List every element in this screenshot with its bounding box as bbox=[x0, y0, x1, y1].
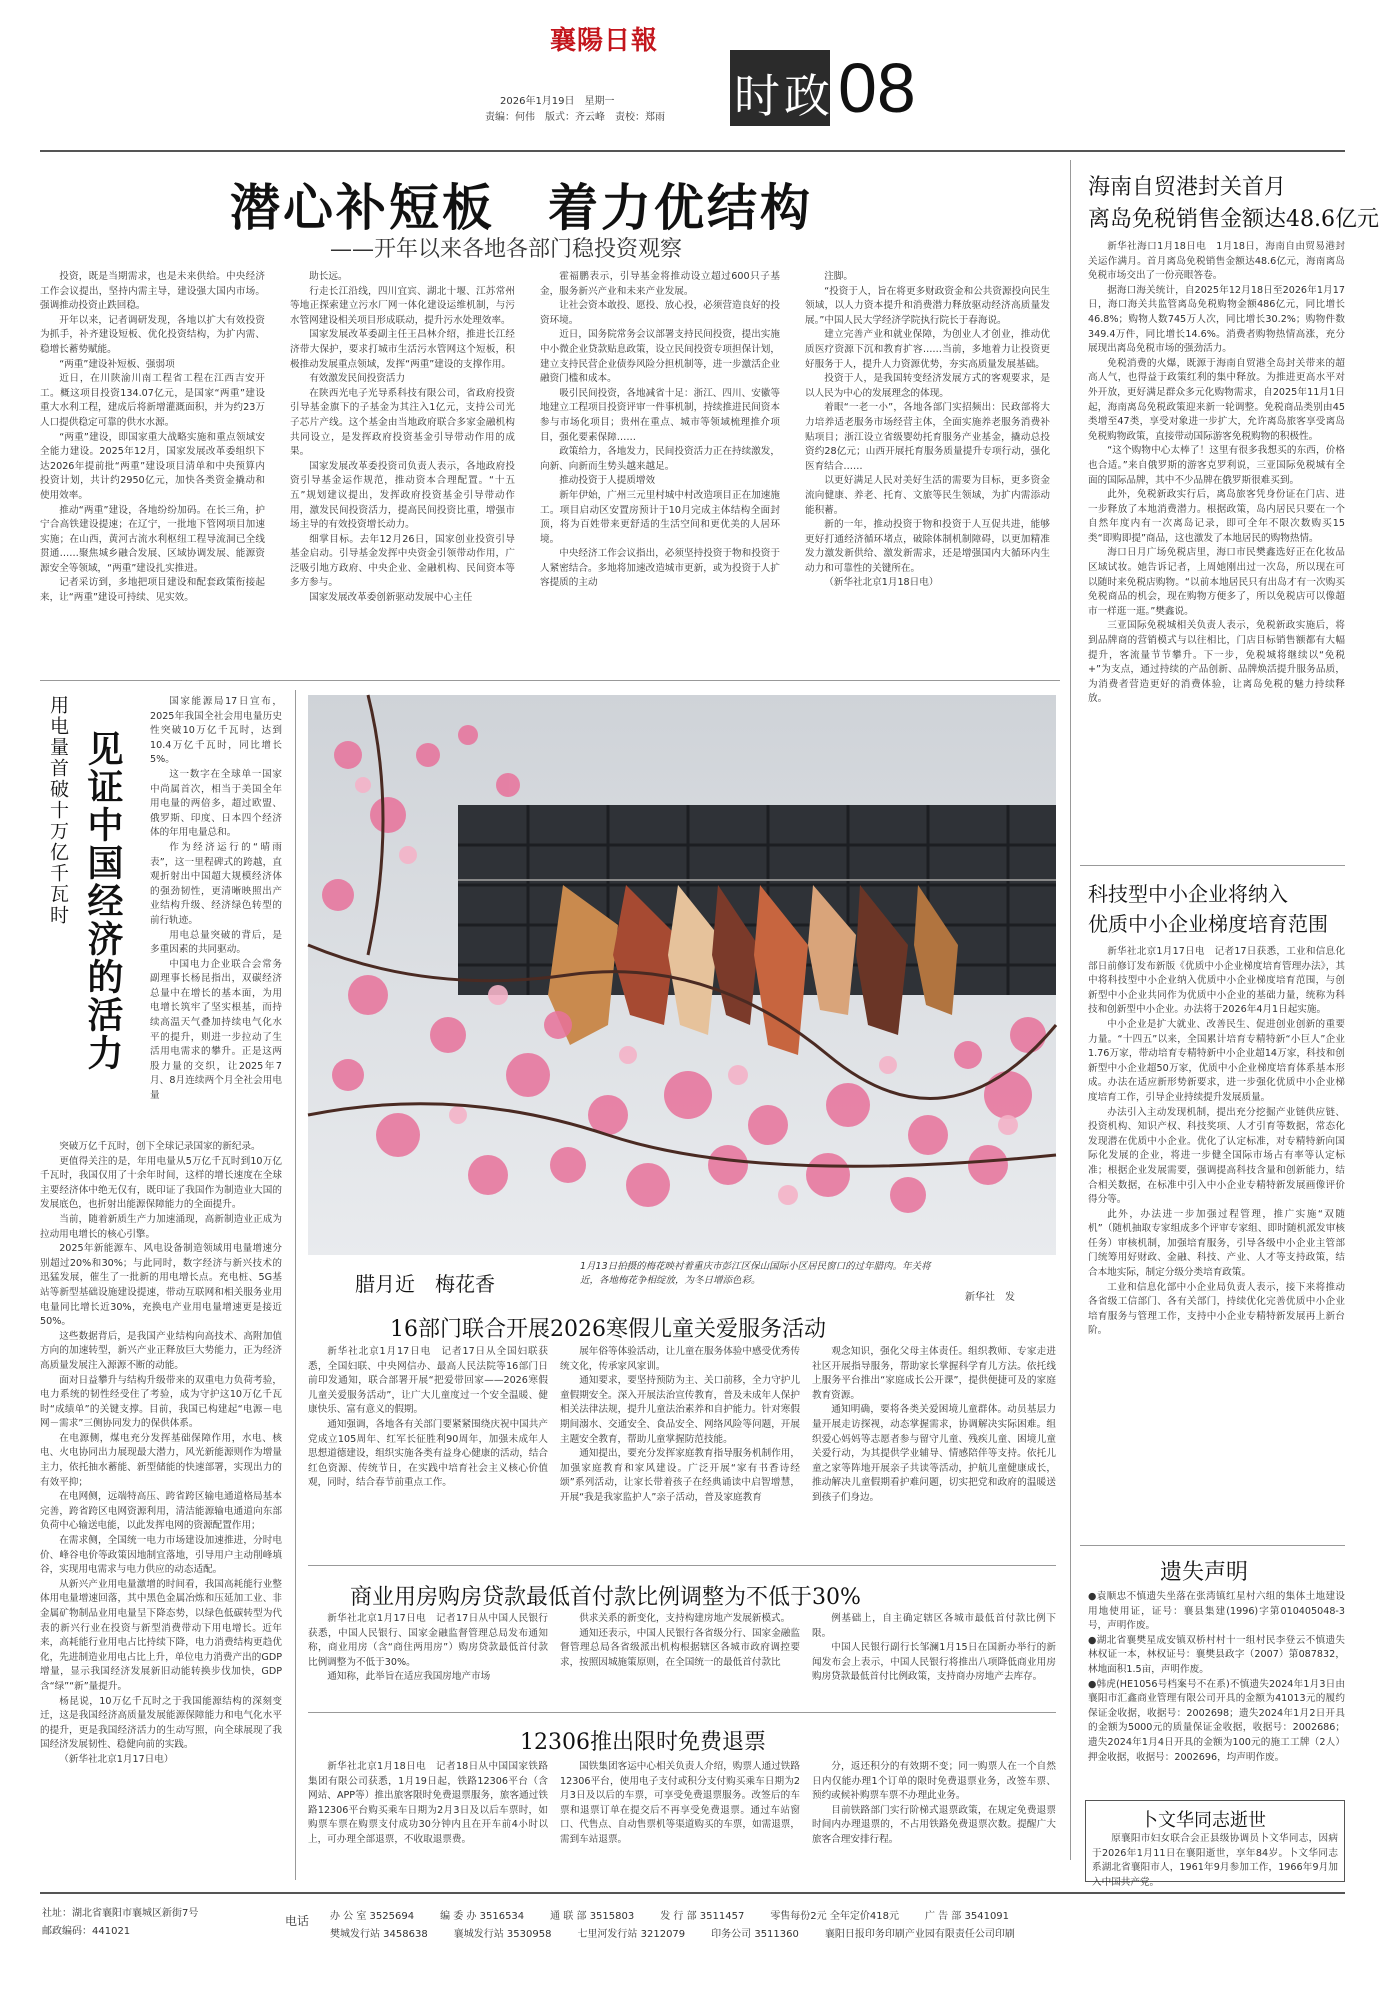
paragraph: 在电网侧，远端特高压、跨省跨区输电通道格局基本完善，跨省跨区电网资源利用，清洁能源输电通道向东部负荷中心输送电能，以此发挥电网的资源配置作用； bbox=[40, 1491, 282, 1532]
paragraph: 目前铁路部门实行阶梯式退票政策，在规定免费退票时间内办理退票的，不占用铁路免费退票次数。提醒广大旅客合理安排行程。 bbox=[812, 1804, 1056, 1845]
electric-small-title: 用电量首破十万亿千瓦时 bbox=[47, 695, 69, 926]
paragraph: 面对日益攀升与结构升级带来的双重电力负荷考验，电力系统的韧性经受住了考验，成为守护这10万亿千瓦时“成绩单”的关键支撑。目前，我国已构建起“电源－电网－需求”三侧协同发力的保供体系。 bbox=[40, 1374, 282, 1430]
paragraph: 从新兴产业用电量激增的时间看，我国高耗能行业整体用电量增速回落，其中黑色金属冶炼和压延加工业、非金属矿物制品业用电量呈下降态势，以绿色低碳转型为代表的新兴行业在投资与新型消费带动下用电增长。近年来，高耗能行业用电占比持续下降，电力消费结构更趋优化，先进制造业用电占比上升，单位电力消费产出的GDP增量，显示我国经济发展新旧动能转换步伐加快，GDP含“绿”“新”量提升。 bbox=[40, 1578, 282, 1692]
electric-big-title: 见证中国经济的活力 bbox=[82, 730, 124, 1072]
paragraph: 中央经济工作会议指出，必须坚持投资于物和投资于人紧密结合。多地将加速改造城市更新，或为投资于人扩容提质的主动 bbox=[540, 548, 780, 589]
hainan-bottom-rule bbox=[1080, 865, 1345, 866]
housing-col-2 bbox=[560, 1612, 800, 1704]
paragraph: 据海口海关统计，自2025年12月18日至2026年1月17日，海口海关共监管离岛免税购物金额486亿元，同比增长46.8%；购物人数745万人次，同比增长30.2%；购物件数349.4万件，同比增长14.6%。消费者购物热情高涨，充分展现出离岛免税市场的强劲活力。 bbox=[1088, 284, 1345, 355]
paragraph: 记者采访到，多地把项目建设和配套政策衔接起来，让“两重”建设可持续、见实效。 bbox=[40, 577, 265, 604]
notice-body bbox=[1088, 1590, 1345, 1800]
section-label: 时政 bbox=[734, 69, 834, 123]
lead-col-4 bbox=[805, 270, 1050, 670]
hainan-title-2: 离岛免税销售金额达48.6亿元 bbox=[1088, 207, 1379, 232]
paragraph: 着眼“一老一小”，各地各部门实招频出：民政部将大力培养适老服务市场经营主体，全面实施养老服务消费补贴项目；浙江设立省级婴幼托育服务产业基金，撬动总投资约28亿元；山西开展托育服务质量提升专项行动，强化医育结合…… bbox=[805, 402, 1050, 472]
paragraph: 新华社北京1月17日电 记者17日从中国人民银行获悉，中国人民银行、国家金融监督管理总局发布通知称，商业用房（含“商住两用房”）购房贷款最低首付款比例调整为不低于30%。 bbox=[308, 1613, 548, 1668]
footer-item: 襄阳日报印务印刷产业园有限责任公司印刷 bbox=[824, 1929, 1015, 1940]
sme-bottom-rule bbox=[1080, 1545, 1345, 1546]
paragraph: 国家能源局17日宣布，2025年我国全社会用电量历史性突破10万亿千瓦时，达到10.4万亿千瓦时，同比增长5%。 bbox=[150, 696, 282, 766]
paragraph: “两重”建设补短板、强弱项 bbox=[59, 358, 175, 370]
paragraph: 近日，在川陕渝川南工程省工程在江西吉安开工。概这项目投资134.07亿元，是国家“两重”建设重大水利工程，建成后将新增灌溉面积，并为约23万人口提供稳定可靠的供水水源。 bbox=[40, 373, 265, 428]
notice-item: ●湖北省襄樊星成安镇双桥村村十一组村民李登云不慎遗失林权证一本，林权证号：襄樊县政字（2007）第087832，林地面积1.5亩，声明作废。 bbox=[1088, 1634, 1345, 1675]
paragraph: 此外，办法进一步加强过程管理，推广实施“双随机”（随机抽取专家组成多个评审专家组、即时随机派发审核任务）审核机制，加强培育服务，引导各级中小企业主管部门统筹用好财政、金融、科技、产业、人才等支持政策，结合本地实际，制定分级分类培育政策。 bbox=[1088, 1208, 1345, 1279]
paragraph: 政策给力，各地发力，民间投资活力正在持续激发，向新、向新而生势头越来越足。 bbox=[540, 446, 780, 472]
lead-subhead: ——开年以来各地各部门稳投资观察 bbox=[330, 237, 683, 262]
photo-caption-title: 腊月近 梅花香 bbox=[355, 1272, 495, 1296]
hainan-title-1: 海南自贸港封关首月 bbox=[1088, 175, 1287, 200]
railway-title: 12306推出限时免费退票 bbox=[520, 1730, 766, 1755]
paragraph: 国铁集团客运中心相关负责人介绍，购票人通过铁路12306平台，使用电子支付或积分支付购买乘车日期为2月3日及以后的车票，可享受免费退票服务。改签后的车票和退票订单在提交后不再享受免费退票。通过车站窗口、代售点、自动售票机等渠道购买的车票，如需退票，需到车站退票。 bbox=[560, 1761, 800, 1845]
footer-item: 通 联 部 3515803 bbox=[550, 1911, 635, 1922]
footer-item: 印务公司 3511360 bbox=[711, 1929, 799, 1940]
paragraph: 投资于人，是我国转变经济发展方式的客观要求，是以人民为中心的发展理念的体现。 bbox=[805, 373, 1050, 399]
railway-col-3 bbox=[812, 1760, 1056, 1880]
paragraph: 在电源侧，煤电充分发挥基础保障作用，水电、核电、火电协同出力展现最大潜力，风光新能源则作为增量主力，依托抽水蓄能、新型储能的快速部署，实现出力的有效平抑； bbox=[40, 1432, 282, 1488]
paragraph: 让社会资本敢投、愿投、放心投，必须营造良好的投资环境。 bbox=[540, 300, 780, 326]
footer-item: 发 行 部 3511457 bbox=[660, 1911, 745, 1922]
paragraph: 建立完善产业和就业保障，为创业人才创业，推动优质医疗资源下沉和教育扩容……当前，多地着力让投资更好服务于人，提升人力资源优势，夯实高质量发展基础。 bbox=[805, 329, 1050, 370]
lead-bottom-rule bbox=[40, 680, 1060, 681]
children-col-2 bbox=[560, 1345, 800, 1555]
footer-item: 零售每份2元 全年定价418元 bbox=[770, 1911, 899, 1922]
paragraph: （新华社北京1月17日电） bbox=[59, 1753, 174, 1765]
children-bottom-rule bbox=[308, 1565, 1056, 1566]
notice-title: 遗失声明 bbox=[1160, 1560, 1249, 1585]
paragraph: 新华社北京1月18日电 记者18日从中国国家铁路集团有限公司获悉，1月19日起，铁路12306平台（含网站、APP等）推出旅客限时免费退票服务，旅客通过铁路12306平台购买乘车日期为2月3日及以后车票时，如购票车票在购票支付成功30分钟内且在开车前4小时以上，可办理全部退票，不收取退票费。 bbox=[308, 1761, 548, 1845]
obituary-body: 原襄阳市妇女联合会正县级协调员卜文华同志，因病于2026年1月11日在襄阳逝世，享年84岁。卜文华同志系湖北省襄阳市人，1961年9月参加工作，1966年9月加入中国共产党。 bbox=[1092, 1833, 1338, 1888]
paragraph: 中国电力企业联合会常务副理事长杨昆指出，双碳经济总量中在增长的基本面，为用电增长筑牢了坚实根基，而持续高温天气叠加持续电气化水平的提升，则进一步拉动了生活用电需求的攀升。正是这两股力量的交织，让2025年7月、8月连续两个月全社会用电量 bbox=[150, 958, 282, 1102]
paragraph: 通知要求，要坚持预防为主、关口前移，全力守护儿童假期安全。深入开展法治宣传教育，普及未成年人保护相关法律法规，提升儿童法治素养和自护能力。针对寒假期间溺水、交通安全、食品安全、网络风险等问题，开展主题安全教育，帮助儿童掌握防范技能。 bbox=[560, 1375, 800, 1445]
paragraph: 在需求侧，全国统一电力市场建设加速推进，分时电价、峰谷电价等政策因地制宜落地，引导用户主动削峰填谷，实现用电需求与电力供应的动态适配。 bbox=[40, 1535, 282, 1576]
footer-item: 襄城发行站 3530958 bbox=[453, 1929, 552, 1940]
footer-postcode: 邮政编码：441021 bbox=[42, 1926, 131, 1937]
footer-rule bbox=[40, 1892, 1345, 1894]
paragraph: 通知明确，要将各类关爱困境儿童群体。动员基层力量开展走访探视，动态掌握需求，协调解决实际困难。组织爱心妈妈等志愿者参与留守儿童、残疾儿童、困境儿童关爱行动，为其提供学业辅导、情感陪伴等支持。依托儿童之家等阵地开展亲子共读等活动，护航儿童健康成长，推动解决儿童假期看护难问题，切实把党和政府的温暖送到孩子们身边。 bbox=[812, 1404, 1056, 1503]
housing-bottom-rule bbox=[308, 1712, 1056, 1713]
paragraph: 有效激发民间投资活力 bbox=[309, 373, 406, 385]
paragraph: 用电总量突破的背后，是多重因素的共同驱动。 bbox=[150, 929, 282, 956]
paragraph: 例基础上，自主确定辖区各城市最低首付款比例下限。 bbox=[812, 1613, 1056, 1639]
paragraph: 通知称，此举旨在适应我国房地产市场 bbox=[327, 1671, 491, 1683]
sme-body bbox=[1088, 945, 1345, 1535]
notice-item: ●袁顺忠不慎遗失坐落在张湾镇红星村六组的集体土地建设用地使用证，证号：襄县集建(1996)字第010405048-3号，声明作废。 bbox=[1088, 1591, 1345, 1632]
paragraph: 突破万亿千瓦时，创下全球记录国家的新纪录。 bbox=[59, 1141, 261, 1152]
paragraph: 这些数据背后，是我国产业结构向高技术、高附加值方向的加速转型，新兴产业正释放巨大势能力，正为经济高质量发展注入源源不断的动能。 bbox=[40, 1330, 282, 1371]
news-photo bbox=[308, 695, 1056, 1255]
photo-credit: 新华社 发 bbox=[965, 1292, 1015, 1303]
date-line: 2026年1月19日 星期一 bbox=[500, 96, 615, 107]
paragraph: 近日，国务院常务会议部署支持民间投资，提出实施中小微企业贷款贴息政策，设立民间投资专项担保计划，建立支持民营企业债券风险分担机制等，进一步激活企业融资门槛和成本。 bbox=[540, 329, 780, 385]
footer-phone-label: 电话 bbox=[285, 1914, 310, 1928]
paragraph: 新年伊始，广州三元里村城中村改造项目正在加速施工。项目启动区安置房预计于10月完成主体结构全面封顶，将为百姓带来更舒适的生活空间和更优美的人居环境。 bbox=[540, 489, 780, 545]
railway-col-1 bbox=[308, 1760, 548, 1880]
paragraph: 展年俗等体验活动，让儿童在服务体验中感受优秀传统文化，传承家风家训。 bbox=[560, 1346, 800, 1372]
footer-row-2 bbox=[330, 1922, 1340, 1938]
children-col-1 bbox=[308, 1345, 548, 1555]
lead-col-2 bbox=[290, 270, 515, 670]
right-column-rule bbox=[1070, 160, 1071, 1860]
housing-col-1 bbox=[308, 1612, 548, 1704]
paragraph: 开年以来，记者调研发现，各地以扩大有效投资为抓手，补齐建设短板、优化投资结构，为扩内需、稳增长蓄势赋能。 bbox=[40, 314, 265, 355]
paragraph: 新华社北京1月17日电 记者17日获悉，工业和信息化部日前修订发布新版《优质中小企业梯度培育管理办法》，其中将科技型中小企业纳入优质中小企业梯度培育范围，与创新型中小企业共同作为优质中小企业的基础力量，统称为科技和创新型中小企业。办法将于2026年4月1日起实施。 bbox=[1088, 946, 1345, 1016]
paragraph: 推动“两重”建设，各地纷纷加码。在长三角，护宁合高铁建设提速；在辽宁，一批地下管网项目加速实施；在山西，黄河古流水利枢纽工程导流洞已全线贯通……聚焦城乡融合发展、区域协调发展、能源资源安全等领域，“两重”建设扎实推进。 bbox=[40, 504, 265, 574]
paragraph: 注脚。 bbox=[824, 271, 853, 282]
paragraph: 吸引民间投资，各地减省十足：浙江、四川、安徽等地建立工程项目投资评审一件事机制，持续推进民间资本参与市场化项目；贵州在重点、城市等领域梳理推介项目，强化要素保障…… bbox=[540, 387, 780, 443]
paragraph: （新华社北京1月18日电） bbox=[824, 577, 939, 589]
paragraph: 细掌目标。去年12月26日，国家创业投资引导基金启动。引导基金发挥中央资金引领带动作用，广泛吸引地方政府、中央企业、金融机构、民间资本等多方参与。 bbox=[290, 533, 515, 589]
paragraph: 推动投资于人提质增效 bbox=[559, 475, 656, 487]
lead-col-1 bbox=[40, 270, 265, 670]
paragraph: 观念知识，强化父母主体责任。组织教师、专家走进社区开展指导服务，帮助家长掌握科学育儿方法。依托线上服务平台推出“家庭成长公开课”，提供便捷可及的家庭教育资源。 bbox=[812, 1346, 1056, 1401]
paragraph: 通知还表示，中国人民银行各省级分行、国家金融监督管理总局各省级派出机构根据辖区各城市政府调控要求，按照因城施策原则，在全国统一的最低首付款比 bbox=[560, 1627, 800, 1668]
children-col-3 bbox=[812, 1345, 1056, 1555]
electric-rule bbox=[295, 690, 296, 1880]
footer-item: 樊城发行站 3458638 bbox=[330, 1929, 428, 1940]
editors-line: 责编：何伟 版式：齐云峰 责校：郑雨 bbox=[485, 112, 665, 123]
paragraph: 通知强调，各地各有关部门要紧紧围绕庆祝中国共产党成立105周年、红军长征胜利90周年，加强未成年人思想道德建设，组织实施各类有益身心健康的活动，结合红色资源、传统节日，在实践中培育社会主义核心价值观，同时，结合春节前重点工作。 bbox=[308, 1418, 548, 1489]
paragraph: 工业和信息化部中小企业局负责人表示，接下来将推动各省级工信部门、各有关部门，持续优化完善优质中小企业培育服务与管理工作，支持中小企业专精特新发展再上新台阶。 bbox=[1088, 1281, 1345, 1337]
masthead bbox=[0, 0, 1385, 130]
paragraph: 杨昆说，10万亿千瓦时之于我国能源结构的深刻变迁，这是我国经济高质量发展能源保障能力和电气化水平的提升，更是我国经济活力的生动写照，向全球展现了我国经济发展韧性、稳健向前的实践。 bbox=[40, 1695, 282, 1751]
paragraph: “两重”建设，即国家重大战略实施和重点领域安全能力建设。2025年12月，国家发展改革委组织下达2026年提前批“两重”建设项目清单和中央预算内投资计划，共计约2950亿元，加快各类资金撬动和使用效率。 bbox=[40, 431, 265, 501]
paragraph: 在陕西光电子光导系科技有限公司，省政府投资引导基金旗下的子基金为其注入1亿元，支持公司光子芯片产线。这个基金由当地政府联合多家金融机构共同设立，是发挥政府投资基金引导带动作用的成果。 bbox=[290, 387, 515, 458]
paragraph: 国家发展改革委副主任王昌林介绍，推进长江经济带大保护，要求打城市生活污水管网这个短板，积极推动发展重点领域，发挥“两重”建设的支撑作用。 bbox=[290, 329, 515, 370]
paragraph: 新华社海口1月18日电 1月18日，海南自由贸易港封关运作满月。首月离岛免税销售金额达48.6亿元，海南离岛免税市场交出了一份亮眼答卷。 bbox=[1088, 241, 1345, 282]
footer-item: 七里河发行站 3212079 bbox=[577, 1929, 686, 1940]
paragraph: 2025年新能源车、风电设备制造领域用电量增速分别超过20%和30%；与此同时，数字经济与新兴技术的迅猛发展，催生了一批新的用电增长点。充电桩、5G基站等新型基础设施建设提速，带动互联网和相关服务业用电量同比增长近30%，充换电产业用电量增速更是接近50%。 bbox=[40, 1243, 282, 1328]
paragraph: 国家发展改革委创新驱动发展中心主任 bbox=[309, 592, 473, 604]
paragraph: 海口日月广场免税店里，海口市民樊鑫选好正在化妆品区域试妆。她告诉记者，上周她刚出过一次岛，所以现在可以随时来免税店购物。“以前本地居民只有出岛才有一次购买免税商品的机会，现在购物方便多了，所以免税店可以像超市一样逛一逛。”樊鑫说。 bbox=[1088, 547, 1345, 617]
paragraph: 办法引入主动发现机制，提出充分挖掘产业链供应链、投资机构、知识产权、科技奖项、人才引育等数据，常态化发现潜在优质中小企业。优化了认定标准，对专精特新向国际化发展的企业，将进一步健全国际市场占有率等认定标准；根据企业发展需要，强调提高科技含量和创新能力，结合相关数据，在标准中引入中小企业专精特新发展画像评价得分等。 bbox=[1088, 1106, 1345, 1206]
paragraph: 作为经济运行的“晴雨表”，这一里程碑式的跨越，直观折射出中国超大规模经济体的强劲韧性，更清晰映照出产业结构升级、经济绿色转型的前行轨迹。 bbox=[150, 841, 282, 926]
masthead-rule bbox=[40, 150, 1345, 152]
paragraph: 国家发展改革委投资司负责人表示，各地政府投资引导基金运作规范，推动资本合理配置。“十五五”规划建议提出，发挥政府投资基金引导带动作用，激发民间投资活力，提高民间投资比重，增强市场主导的有效投资增长动力。 bbox=[290, 460, 515, 531]
paragraph: 免税消费的火爆，既源于海南自贸港全岛封关带来的超高人气，也得益于政策红利的集中释放。为推进更高水平对外开放，更好满足群众多元化购物需求，自2025年11月1日起，海南离岛免税政策迎来新一轮调整。免税商品类别由45类增至47类，享受对象进一步扩大，允许离岛旅客享受离岛免税购物政策，直接带动国际游客免税购物的积极性。 bbox=[1088, 357, 1345, 442]
notice-item: ●韩虎(HE1056号档案号不在系)不慎遗失2024年1月3日由襄阳市汇鑫商业管理有限公司开具的金额为41013元的履约保证金收据，收据号：2002698；遗失2024年1月2日开具的金额为5000元的质量保证金收据，收据号：2002686；遗失2024年1月4日开具的金额为100元的施工工牌（2人）押金收据，收据号：2002696，均声明作废。 bbox=[1088, 1678, 1345, 1763]
paragraph: 霍福鹏表示，引导基金将推动设立超过600只子基金，服务新兴产业和未来产业发展。 bbox=[540, 271, 780, 297]
housing-title: 商业用房购房贷款最低首付款比例调整为不低于30% bbox=[350, 1585, 861, 1610]
paragraph: 以更好满足人民对美好生活的需要为目标，更多资金流向健康、养老、托育、文旅等民生领域，为扩内需添动能积蓄。 bbox=[805, 475, 1050, 516]
paragraph: 三亚国际免税城相关负责人表示，免税新政实施后，将到品牌商的营销模式与以往相比，门店目标销售额都有大幅提升，客流量节节攀升。下一步，免税城将继续以“免税+”为支点，通过持续的产品创新、品牌焕活提升服务品质，为消费者营造更好的消费体验，让离岛免税的魅力持续释放。 bbox=[1088, 620, 1345, 705]
hainan-body bbox=[1088, 240, 1345, 850]
footer-item: 广 告 部 3541091 bbox=[924, 1911, 1010, 1922]
electric-top-col bbox=[150, 695, 282, 1135]
footer-item: 编 委 办 3516534 bbox=[440, 1911, 525, 1922]
paragraph: 分，返还积分的有效期不变；同一购票人在一个自然日内仅能办理1个订单的限时免费退票业务，改签车票、预约或候补购票车票不办理此业务。 bbox=[812, 1761, 1056, 1802]
newspaper-logo: 襄陽日報 bbox=[550, 26, 659, 56]
housing-col-3 bbox=[812, 1612, 1056, 1704]
paragraph: 新华社北京1月17日电 记者17日从全国妇联获悉，全国妇联、中央网信办、最高人民法院等16部门日前印发通知，联合部署开展“把爱带回家——2026寒假儿童关爱服务活动”，让广大儿童度过一个安全温暖、健康快乐、富有意义的假期。 bbox=[308, 1346, 548, 1416]
paragraph: 中国人民银行副行长邹澜1月15日在国新办举行的新闻发布会上表示，中国人民银行将推出八项降低商业用房购房贷款最低首付比例政策，支持商办房地产去库存。 bbox=[812, 1642, 1056, 1683]
paragraph: 当前，随着新质生产力加速涌现，高新制造业正成为拉动用电增长的核心引擎。 bbox=[40, 1213, 282, 1240]
electric-bottom-col bbox=[40, 1140, 282, 1880]
paragraph: 通知提出，要充分发挥家庭教育指导服务机制作用，加强家庭教育和家风建设。广泛开展“家有书香诗经颂”系列活动，让家长带着孩子在经典诵读中启智增慧，开展“我是我家监护人”亲子活动，普及家庭教育 bbox=[560, 1448, 800, 1503]
obituary-title: 卜文华同志逝世 bbox=[1140, 1810, 1266, 1831]
paragraph: 新的一年，推动投资于物和投资于人互促共进，能够更好打通经济循环堵点，破除体制机制障碍，以更加精准发力激发新供给、激发新需求，还是增强国内大循环内生动力和可靠性的关键所在。 bbox=[805, 519, 1050, 574]
paragraph: 更值得关注的是，年用电量从5万亿千瓦时到10万亿千瓦时，我国仅用了十余年时间，这样的增长速度在全球主要经济体中绝无仅有，既印证了我国作为制造业大国的发展底色，也折射出能源保障能力的全面提升。 bbox=[40, 1155, 282, 1211]
photo-caption: 1月13日拍摄的梅花映衬着重庆市彭江区保山国际小区居民窗口的过年腊肉。年关将近，各地梅花争相绽放，为冬日增添色彩。 bbox=[580, 1261, 931, 1286]
paragraph: 此外，免税新政实行后，离岛旅客凭身份证在门店、进一步释放了本地消费潜力。根据政策，岛内居民只要在一个自然年度内有一次离岛记录，即可全年不限次数购买15类“即购即提”商品，这也激发了本地居民的购物热情。 bbox=[1088, 489, 1345, 544]
sme-title-2: 优质中小企业梯度培育范围 bbox=[1088, 912, 1328, 936]
children-title: 16部门联合开展2026寒假儿童关爱服务活动 bbox=[390, 1317, 826, 1342]
footer-address: 社址：湖北省襄阳市襄城区新街7号 bbox=[42, 1908, 199, 1919]
footer-item: 办 公 室 3525694 bbox=[330, 1911, 415, 1922]
lead-col-3 bbox=[540, 270, 780, 670]
paragraph: 中小企业是扩大就业、改善民生、促进创业创新的重要力量。“十四五”以来，全国累计培育专精特新“小巨人”企业1.76万家，带动培育专精特新中小企业超14万家，科技和创新型中小企业超50万家，优质中小企业梯度培育体系基本形成。办法在适应新形势新要求，进一步强化优质中小企业梯度培育工作，引导企业持续提升发展质量。 bbox=[1088, 1018, 1345, 1103]
footer-row-1 bbox=[330, 1904, 1340, 1920]
page-number: 08 bbox=[838, 49, 916, 127]
paragraph: 这一数字在全球单一国家中尚属首次，相当于美国全年用电量的两倍多，超过欧盟、俄罗斯、印度、日本四个经济体的年用电量总和。 bbox=[150, 768, 282, 839]
paragraph: 行走长江沿线，四川宜宾、湖北十堰、江苏常州等地正探索建立污水厂网一体化建设运维机制，与污水管网建设相关项目形成联动，提升污水处理效率。 bbox=[290, 285, 515, 326]
railway-col-2 bbox=[560, 1760, 800, 1880]
paragraph: 助长远。 bbox=[309, 271, 348, 282]
paragraph: “这个购物中心太棒了！这里有很多我想买的东西，价格也合适。”来自俄罗斯的游客克罗利说，三亚国际免税城有全面的国际品牌，其中不少品牌在俄罗斯很难买到。 bbox=[1088, 445, 1345, 486]
paragraph: 投资，既是当期需求，也是未来供给。中央经济工作会议提出，坚持内需主导，建设强大国内市场。强调推动投资止跌回稳。 bbox=[40, 271, 265, 312]
lead-headline: 潜心补短板 着力优结构 bbox=[230, 178, 813, 237]
paragraph: “投资于人，旨在将更多财政资金和公共资源投向民生领域，以人力资本提升和消费潜力释放驱动经济高质量发展。”中国人民大学经济学院执行院长于春海说。 bbox=[805, 285, 1050, 326]
paragraph: 供求关系的新变化，支持构建房地产发展新模式。 bbox=[579, 1613, 791, 1624]
sme-title-1: 科技型中小企业将纳入 bbox=[1088, 882, 1288, 906]
